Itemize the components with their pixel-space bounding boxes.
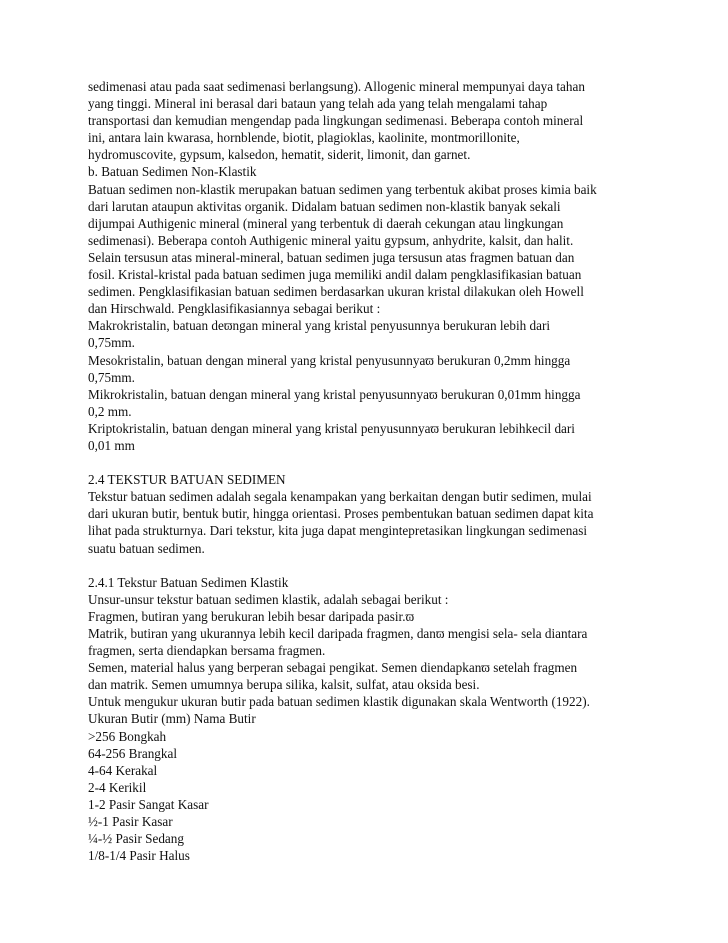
document-page	[88, 78, 648, 864]
text-line: ¼-½ Pasir Sedang	[88, 831, 184, 847]
text-line: transportasi dan kemudian mengendap pada lingkungan sedimenasi. Beberapa contoh mineral	[88, 113, 584, 129]
text-line: Matrik, butiran yang ukurannya lebih kecil daripada fragmen, danϖ mengisi sela- sela diantara	[88, 626, 588, 641]
text-line: Batuan sedimen non-klastik merupakan batuan sedimen yang terbentuk akibat proses kimia baik	[88, 181, 597, 197]
text-line: 0,75mm.	[88, 335, 135, 351]
paragraph-gap	[88, 557, 648, 574]
text-line: 4-64 Kerakal	[88, 762, 158, 778]
text-line: 2-4 Kerikil	[88, 779, 147, 795]
text-line: ini, antara lain kwarasa, hornblende, biotit, plagioklas, kaolinite, montmorillonite,	[88, 130, 520, 146]
text-line: dijumpai Authigenic mineral (mineral yang terbentuk di daerah cekungan atau lingkungan	[88, 215, 564, 231]
text-line: ½-1 Pasir Kasar	[88, 814, 173, 830]
text-line: 0,01 mm	[88, 437, 135, 453]
paragraph-gap	[88, 454, 648, 471]
text-line: hydromuscovite, gypsum, kalsedon, hematit, siderit, limonit, dan garnet.	[88, 147, 471, 163]
text-line: fragmen, serta diendapkan bersama fragmen.	[88, 643, 326, 659]
text-line: 2.4.1 Tekstur Batuan Sedimen Klastik	[88, 574, 289, 590]
text-line: 0,2 mm.	[88, 403, 132, 419]
text-line: Tekstur batuan sedimen adalah segala kenampakan yang berkaitan dengan butir sedimen, mulai	[88, 489, 592, 505]
text-line: Untuk mengukur ukuran butir pada batuan sedimen klastik digunakan skala Wentworth (1922).	[88, 694, 590, 710]
text-line: Unsur-unsur tekstur batuan sedimen klastik, adalah sebagai berikut :	[88, 591, 449, 607]
text-line: 1-2 Pasir Sangat Kasar	[88, 796, 209, 812]
text-line: dari ukuran butir, bentuk butir, hingga orientasi. Proses pembentukan batuan sedimen dapat kita	[88, 506, 594, 522]
text-line: Makrokristalin, batuan deϖngan mineral yang kristal penyusunnya berukuran lebih dari	[88, 318, 551, 334]
text-line: suatu batuan sedimen.	[88, 540, 205, 556]
text-line: 64-256 Brangkal	[88, 745, 177, 761]
text-line: Mesokristalin, batuan dengan mineral yang kristal penyusunnyaϖ berukuran 0,2mm hingga	[88, 352, 571, 368]
text-line: dan matrik. Semen umumnya berupa silika, kalsit, sulfat, atau oksida besi.	[88, 677, 480, 693]
text-line: lihat pada strukturnya. Dari tekstur, kita juga dapat mengintepretasikan lingkungan sedimenasi	[88, 523, 587, 539]
text-line: 1/8-1/4 Pasir Halus	[88, 848, 190, 864]
text-line: Fragmen, butiran yang berukuran lebih besar daripada pasir.ϖ	[88, 608, 415, 624]
text-line: >256 Bongkah	[88, 728, 167, 744]
text-line: Semen, material halus yang berperan sebagai pengikat. Semen diendapkanϖ setelah fragmen	[88, 660, 578, 676]
text-line: sedimen. Pengklasifikasian batuan sedimen berdasarkan ukuran kristal dilakukan oleh Howell	[88, 284, 584, 300]
section-tekstur-klastik	[88, 574, 648, 865]
text-line: dan Hirschwald. Pengklasifikasiannya sebagai berikut :	[88, 301, 381, 317]
text-line: Selain tersusun atas mineral-mineral, batuan sedimen juga tersusun atas fragmen batuan dan	[88, 249, 575, 265]
text-line: sedimenasi atau pada saat sedimenasi berlangsung). Allogenic mineral mempunyai daya tahan	[88, 79, 585, 94]
text-line: dari larutan ataupun aktivitas organik. Didalam batuan sedimen non-klastik banyak sekali	[88, 198, 561, 214]
text-line: 0,75mm.	[88, 369, 135, 385]
text-line: fosil. Kristal-kristal pada batuan sedimen juga memiliki andil dalam pengklasifikasian batuan	[88, 267, 582, 283]
text-line: sedimenasi). Beberapa contoh Authigenic mineral yaitu gypsum, anhydrite, kalsit, dan halit.	[88, 232, 574, 248]
text-line: Kriptokristalin, batuan dengan mineral yang kristal penyusunnyaϖ berukuran lebihkecil dari	[88, 420, 575, 436]
text-line: 2.4 TEKSTUR BATUAN SEDIMEN	[88, 472, 286, 488]
paragraph-block-sediment-classification	[88, 78, 648, 454]
text-line: Mikrokristalin, batuan dengan mineral yang kristal penyusunnyaϖ berukuran 0,01mm hingga	[88, 386, 581, 402]
section-tekstur-batuan-sedimen	[88, 471, 648, 556]
text-line: yang tinggi. Mineral ini berasal dari bataun yang telah ada yang telah mengalami tahap	[88, 96, 548, 112]
text-line: Ukuran Butir (mm) Nama Butir	[88, 711, 256, 727]
text-line: b. Batuan Sedimen Non-Klastik	[88, 164, 257, 180]
